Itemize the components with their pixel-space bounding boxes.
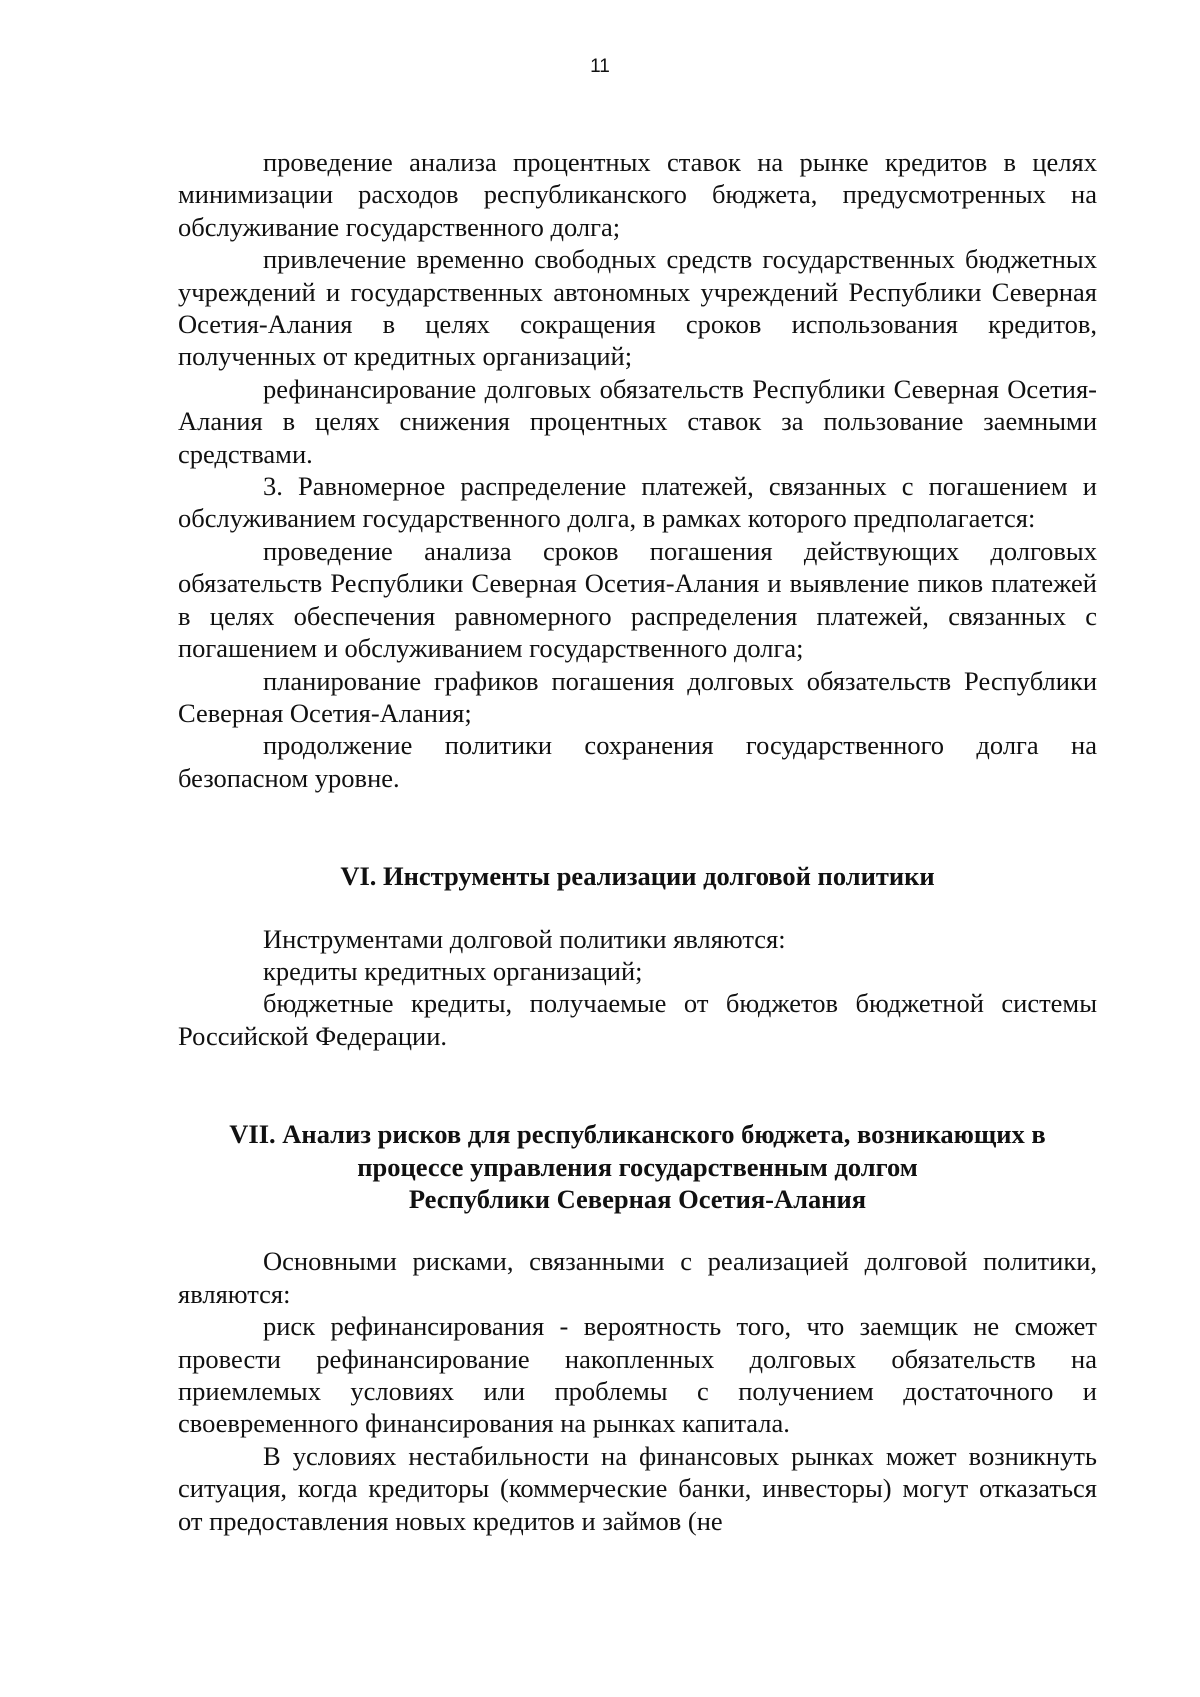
paragraph-interest-rate-analysis: проведение анализа процентных ставок на рынке кредитов в целях минимизации расходов республиканского бюджета, предусмотренных на обслуживание государственного долга; bbox=[178, 147, 1097, 242]
paragraph-instrument-credit-org: кредиты кредитных организаций; bbox=[263, 955, 643, 986]
section-heading-vii-line3: Республики Северная Осетия-Алания bbox=[408, 1183, 867, 1214]
paragraph-refinancing-risk: риск рефинансирования - вероятность того, что заемщик не сможет провести рефинансирование накопленных долговых обязательств на приемлемых условиях или проблемы с получением достаточного и своевременного финансирования на рынках капитала. bbox=[178, 1311, 1097, 1439]
paragraph-maturity-analysis: проведение анализа сроков погашения действующих долговых обязательств Республики Северная Осетия-Алания и выявление пиков платежей в целях обеспечения равномерного распределения платежей, связанных с погашением и обслуживанием государственного долга; bbox=[178, 535, 1097, 664]
paragraph-market-instability: В условиях нестабильности на финансовых рынках может возникнуть ситуация, когда кредиторы (коммерческие банки, инвесторы) могут отказаться от предоставления новых кредитов и займов (не bbox=[178, 1440, 1097, 1536]
paragraph-repayment-planning: планирование графиков погашения долговых обязательств Республики Северная Осетия-Алания; bbox=[178, 665, 1097, 728]
paragraph-refinancing: рефинансирование долговых обязательств Республики Северная Осетия-Алания в целях снижения процентных ставок за пользование заемными средствами. bbox=[178, 373, 1097, 469]
paragraph-instruments-intro: Инструментами долговой политики являются: bbox=[263, 923, 786, 954]
section-heading-vi: VI. Инструменты реализации долговой политики bbox=[340, 861, 935, 892]
document-body bbox=[178, 146, 1097, 1537]
paragraph-free-funds-attraction: привлечение временно свободных средств государственных бюджетных учреждений и государственных автономных учреждений Республики Северная Осетия-Алания в целях сокращения сроков использования кредитов, полученных от кредитных организаций; bbox=[178, 244, 1097, 372]
paragraph-instrument-budget-credits: бюджетные кредиты, получаемые от бюджетов бюджетной системы Российской Федерации. bbox=[178, 988, 1097, 1051]
paragraph-main-risks: Основными рисками, связанными с реализацией долговой политики, являются: bbox=[178, 1246, 1097, 1309]
section-heading-vii bbox=[178, 1118, 1097, 1215]
section-heading-vii-line2: процессе управления государственным долгом bbox=[357, 1151, 918, 1182]
section-heading-vii-line1: VII. Анализ рисков для республиканского бюджета, возникающих в bbox=[229, 1119, 1046, 1150]
paragraph-item-3: 3. Равномерное распределение платежей, связанных с погашением и обслуживанием государственного долга, в рамках которого предполагается: bbox=[178, 471, 1097, 534]
page-number: 11 bbox=[590, 56, 610, 77]
paragraph-safe-level-policy: продолжение политики сохранения государственного долга на безопасном уровне. bbox=[178, 730, 1097, 793]
